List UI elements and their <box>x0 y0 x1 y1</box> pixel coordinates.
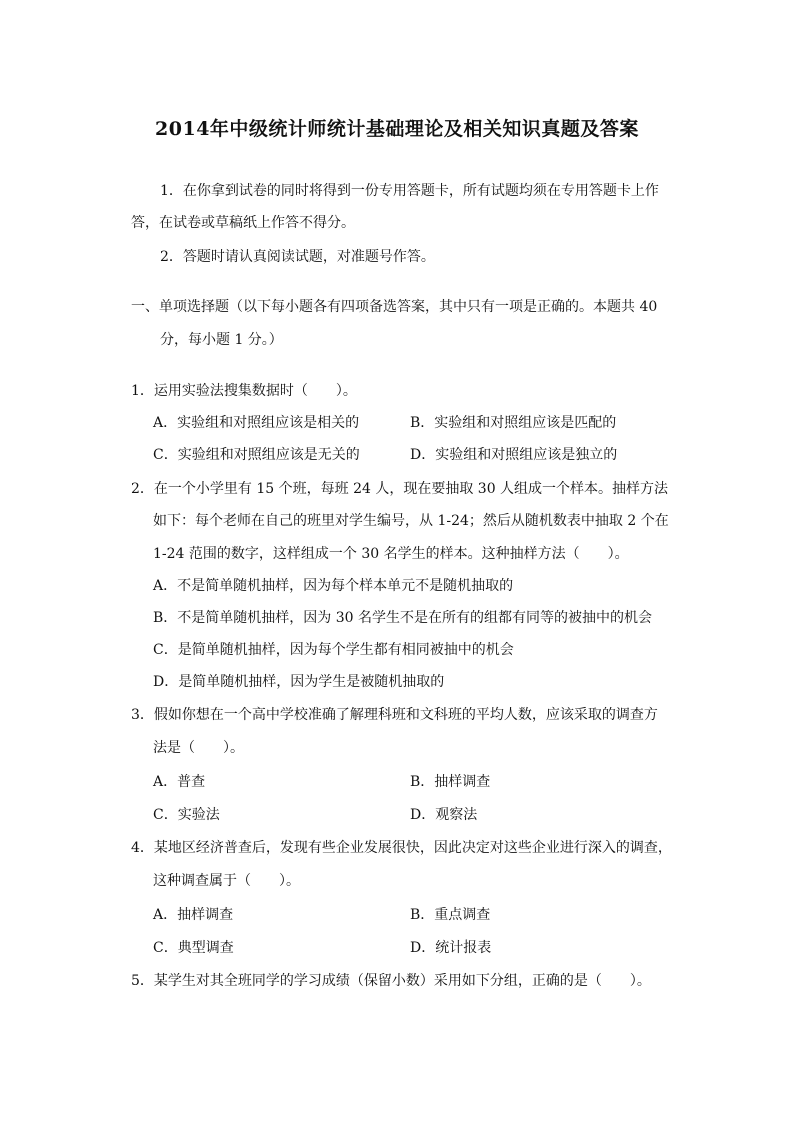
question-3: 3．假如你想在一个高中学校准确了解理科班和文科班的平均人数，应该采取的调查方 <box>131 707 658 723</box>
q2-option-d: D．是简单随机抽样，因为学生是被随机抽取的 <box>153 674 445 690</box>
q4-option-a: A．抽样调查 <box>153 907 234 923</box>
section-heading: 一、单项选择题（以下每小题各有四项备选答案，其中只有一项是正确的。本题共 40 <box>131 299 658 315</box>
question-2-cont: 如下：每个老师在自己的班里对学生编号，从 1-24；然后从随机数表中抽取 2 个在 <box>153 513 669 529</box>
q1-option-c: C．实验组和对照组应该是无关的 <box>153 447 360 463</box>
question-4-cont: 这种调查属于（ ）。 <box>153 873 300 889</box>
q3-option-d: D．观察法 <box>410 807 478 823</box>
q1-option-b: B．实验组和对照组应该是匹配的 <box>410 415 617 431</box>
q4-option-c: C．典型调查 <box>153 940 234 956</box>
question-2-cont: 1-24 范围的数字，这样组成一个 30 名学生的样本。这种抽样方法（ ）。 <box>153 546 629 562</box>
q3-option-c: C．实验法 <box>153 807 220 823</box>
q1-option-a: A．实验组和对照组应该是相关的 <box>153 415 360 431</box>
question-3-cont: 法是（ ）。 <box>153 740 244 756</box>
q4-option-b: B．重点调查 <box>410 907 491 923</box>
q2-option-b: B．不是简单随机抽样，因为 30 名学生不是在所有的组都有同等的被抽中的机会 <box>153 610 653 626</box>
question-5: 5．某学生对其全班同学的学习成绩（保留小数）采用如下分组，正确的是（ ）。 <box>131 973 651 989</box>
q3-option-a: A．普查 <box>153 774 206 790</box>
question-2: 2．在一个小学里有 15 个班，每班 24 人，现在要抽取 30 人组成一个样本。抽样方法 <box>131 481 669 497</box>
section-heading-cont: 分，每小题 1 分。） <box>160 332 283 348</box>
q2-option-a: A．不是简单随机抽样，因为每个样本单元不是随机抽取的 <box>153 578 514 594</box>
instruction-line: 2．答题时请认真阅读试题，对准题号作答。 <box>160 249 435 265</box>
question-4: 4．某地区经济普查后，发现有些企业发展很快，因此决定对这些企业进行深入的调查， <box>131 840 672 856</box>
instruction-line: 答，在试卷或草稿纸上作答不得分。 <box>131 215 355 231</box>
q1-option-d: D．实验组和对照组应该是独立的 <box>410 447 618 463</box>
q3-option-b: B．抽样调查 <box>410 774 491 790</box>
question-1: 1．运用实验法搜集数据时（ ）。 <box>131 383 357 399</box>
instruction-line: 1．在你拿到试卷的同时将得到一份专用答题卡，所有试题均须在专用答题卡上作 <box>160 183 659 199</box>
page-title: 2014年中级统计师统计基础理论及相关知识真题及答案 <box>155 118 639 140</box>
q2-option-c: C．是简单随机抽样，因为每个学生都有相同被抽中的机会 <box>153 642 514 658</box>
q4-option-d: D．统计报表 <box>410 940 492 956</box>
